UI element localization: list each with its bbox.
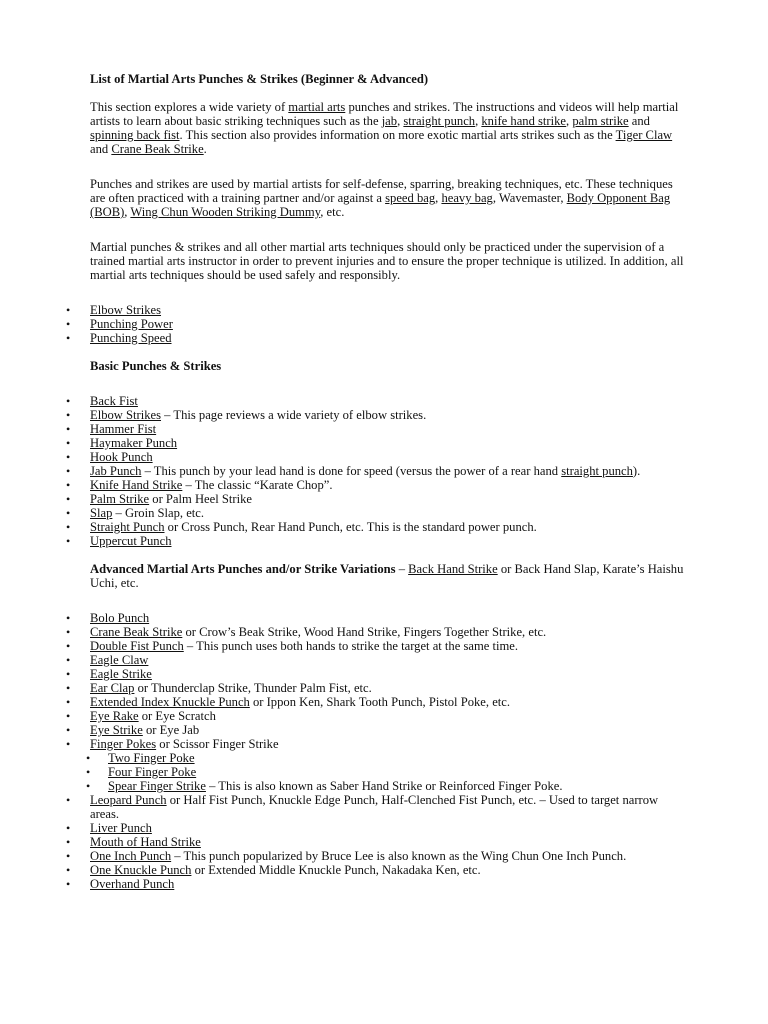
list-item <box>90 611 690 625</box>
link-technique[interactable]: Back Fist <box>90 394 138 408</box>
link-punching-power[interactable]: Punching Power <box>90 317 173 331</box>
list-item: • Ear Clap or Thunderclap Strike, Thunder Palm Fist, etc. <box>90 681 690 695</box>
link-technique[interactable]: Jab Punch <box>90 464 142 478</box>
list-item: • Leopard Punch or Half Fist Punch, Knuckle Edge Punch, Half-Clenched Fist Punch, etc. – Used to target narrow areas. <box>90 793 690 821</box>
link-technique[interactable]: Bolo Punch <box>90 611 150 625</box>
list-item: • Palm Strike or Palm Heel Strike <box>90 492 690 506</box>
list-item <box>90 303 690 317</box>
link-technique[interactable]: Extended Index Knuckle Punch <box>90 695 250 709</box>
link-technique[interactable]: One Inch Punch <box>90 849 172 863</box>
link-body-opponent-bag[interactable]: Body Opponent Bag (BOB) <box>90 191 671 219</box>
link-technique[interactable]: Overhand Punch <box>90 877 175 891</box>
link-jab[interactable]: jab <box>381 114 398 128</box>
list-item: • Elbow Strikes – This page reviews a wide variety of elbow strikes. <box>90 408 690 422</box>
link-technique[interactable]: Ear Clap <box>90 681 135 695</box>
link-technique[interactable]: One Knuckle Punch <box>90 863 192 877</box>
link-technique[interactable]: Uppercut Punch <box>90 534 172 548</box>
list-item: • Finger Pokes or Scissor Finger Strike • Two Finger Poke • Four Finger Poke • Spear Finger Strike – This is also known as Saber Hand Strike or Reinforced Finger Poke. <box>90 737 690 793</box>
list-item <box>90 317 690 331</box>
link-back-hand-strike[interactable]: Back Hand Strike <box>408 562 498 576</box>
link-technique[interactable]: Haymaker Punch <box>90 436 178 450</box>
list-item <box>90 877 690 891</box>
list-item: • Crane Beak Strike or Crow’s Beak Strike, Wood Hand Strike, Fingers Together Strike, etc. <box>90 625 690 639</box>
list-item <box>108 751 690 765</box>
list-item: • Extended Index Knuckle Punch or Ippon Ken, Shark Tooth Punch, Pistol Poke, etc. <box>90 695 690 709</box>
list-item: • Spear Finger Strike – This is also known as Saber Hand Strike or Reinforced Finger Poke. <box>108 779 690 793</box>
intro-paragraph-3: Martial punches & strikes and all other martial arts techniques should only be practiced under the supervision of a trained martial arts instructor in order to prevent injuries and to ensure the proper technique is utilized. In addition, all martial arts techniques should be used safely and responsibly. <box>90 240 684 282</box>
link-technique[interactable]: Palm Strike <box>90 492 150 506</box>
link-punching-speed[interactable]: Punching Speed <box>90 331 172 345</box>
link-knife-hand-strike[interactable]: knife hand strike <box>481 114 567 128</box>
link-technique[interactable]: Eye Strike <box>90 723 143 737</box>
basic-strikes-list <box>90 394 690 548</box>
finger-pokes-sublist <box>90 751 690 793</box>
link-technique[interactable]: Slap <box>90 506 113 520</box>
link-spinning-back-fist[interactable]: spinning back fist <box>90 128 180 142</box>
link-technique[interactable]: Eye Rake <box>90 709 139 723</box>
list-item: • One Inch Punch – This punch popularized by Bruce Lee is also known as the Wing Chun One Inch Punch. <box>90 849 690 863</box>
link-straight-punch[interactable]: straight punch <box>403 114 476 128</box>
list-item <box>90 436 690 450</box>
link-technique[interactable]: Straight Punch <box>90 520 165 534</box>
list-item <box>90 394 690 408</box>
link-speed-bag[interactable]: speed bag <box>385 191 436 205</box>
link-technique[interactable]: Crane Beak Strike <box>90 625 183 639</box>
link-crane-beak-strike[interactable]: Crane Beak Strike <box>111 142 204 156</box>
link-technique[interactable]: Knife Hand Strike <box>90 478 183 492</box>
list-item: • Double Fist Punch – This punch uses both hands to strike the target at the same time. <box>90 639 690 653</box>
link-technique[interactable]: Liver Punch <box>90 821 152 835</box>
link-heavy-bag[interactable]: heavy bag <box>441 191 493 205</box>
link-technique[interactable]: Spear Finger Strike <box>108 779 206 793</box>
advanced-strikes-list <box>90 611 690 891</box>
link-technique[interactable]: Eagle Strike <box>90 667 152 681</box>
section-heading-advanced: Advanced Martial Arts Punches and/or Strike Variations – Back Hand Strike or Back Hand Slap, Karate’s Haishu Uchi, etc. <box>90 562 684 590</box>
list-item: • Eye Rake or Eye Scratch <box>90 709 690 723</box>
link-technique[interactable]: Eagle Claw <box>90 653 149 667</box>
list-item <box>90 653 690 667</box>
link-technique[interactable]: Four Finger Poke <box>108 765 197 779</box>
link-technique[interactable]: Two Finger Poke <box>108 751 195 765</box>
list-item <box>90 331 690 345</box>
page-title: List of Martial Arts Punches & Strikes (Beginner & Advanced) <box>90 72 429 86</box>
list-item <box>90 667 690 681</box>
list-item <box>90 422 690 436</box>
list-item: • Straight Punch or Cross Punch, Rear Hand Punch, etc. This is the standard power punch. <box>90 520 690 534</box>
section-heading-basic: Basic Punches & Strikes <box>90 359 222 373</box>
link-technique[interactable]: Leopard Punch <box>90 793 167 807</box>
link-tiger-claw[interactable]: Tiger Claw <box>615 128 673 142</box>
list-item: • One Knuckle Punch or Extended Middle Knuckle Punch, Nakadaka Ken, etc. <box>90 863 690 877</box>
link-technique[interactable]: Finger Pokes <box>90 737 157 751</box>
link-technique[interactable]: Hammer Fist <box>90 422 157 436</box>
link-technique[interactable]: Double Fist Punch <box>90 639 184 653</box>
link-wooden-dummy[interactable]: Wing Chun Wooden Striking Dummy <box>130 205 321 219</box>
list-item: • Slap – Groin Slap, etc. <box>90 506 690 520</box>
link-technique[interactable]: Mouth of Hand Strike <box>90 835 201 849</box>
link-palm-strike[interactable]: palm strike <box>572 114 629 128</box>
list-item <box>90 450 690 464</box>
link-martial-arts[interactable]: martial arts <box>288 100 346 114</box>
list-item: • Knife Hand Strike – The classic “Karate Chop”. <box>90 478 690 492</box>
list-item: • Eye Strike or Eye Jab <box>90 723 690 737</box>
document-content <box>90 72 690 891</box>
list-item <box>108 765 690 779</box>
intro-paragraph-2: Punches and strikes are used by martial artists for self-defense, sparring, breaking techniques, etc. These techniques are often practiced with a training partner and/or against a speed bag, heavy bag, Wavemaster, Body Opponent Bag (BOB), Wing Chun Wooden Striking Dummy, etc. <box>90 177 673 219</box>
list-item <box>90 534 690 548</box>
list-item <box>90 835 690 849</box>
link-straight-punch[interactable]: straight punch <box>561 464 633 478</box>
intro-paragraph-1: This section explores a wide variety of martial arts punches and strikes. The instructions and videos will help martial artists to learn about basic striking techniques such as the jab, straight punch, knife hand strike, palm strike and spinning back fist. This section also provides information on more exotic martial arts strikes such as the Tiger Claw and Crane Beak Strike. <box>90 100 679 156</box>
related-links-list <box>90 303 690 345</box>
link-technique[interactable]: Elbow Strikes <box>90 408 162 422</box>
link-technique[interactable]: Hook Punch <box>90 450 153 464</box>
list-item <box>90 821 690 835</box>
link-elbow-strikes[interactable]: Elbow Strikes <box>90 303 162 317</box>
list-item: • Jab Punch – This punch by your lead hand is done for speed (versus the power of a rear hand straight punch). <box>90 464 690 478</box>
